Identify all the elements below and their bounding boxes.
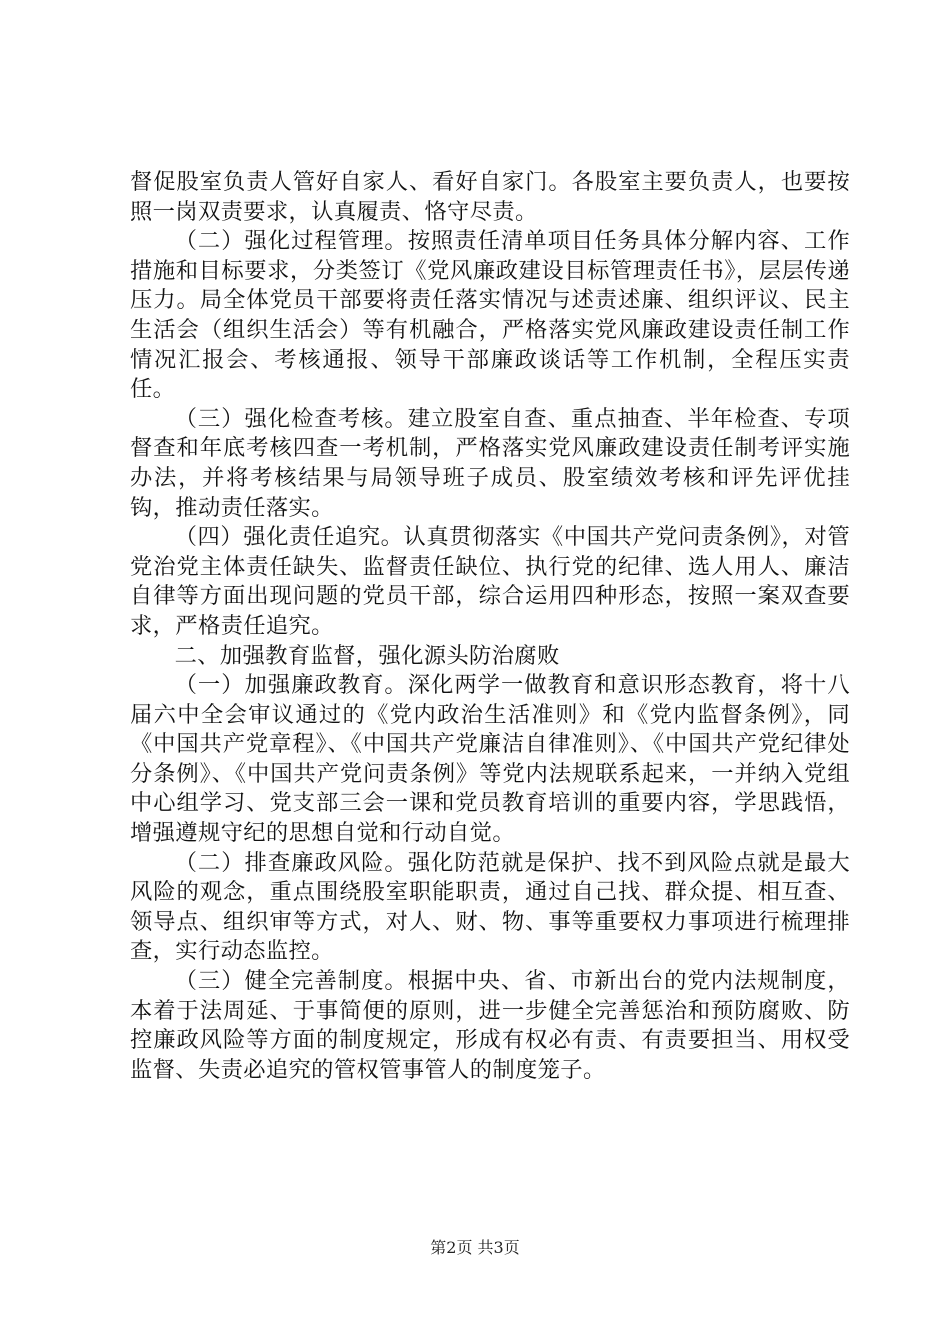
paragraph-3: （三）强化检查考核。建立股室自查、重点抽查、半年检查、专项督查和年底考核四查一考机制，严格落实党风廉政建设责任制考评实施办法，并将考核结果与局领导班子成员、股室绩效考核和评先评优挂钩，推动责任落实。 — [130, 405, 850, 521]
section-heading: 二、加强教育监督，强化源头防治腐败 — [174, 642, 560, 669]
paragraph-1: 督促股室负责人管好自家人、看好自家门。各股室主要负责人，也要按照一岗双责要求，认真履责、恪守尽责。 — [130, 169, 850, 225]
paragraph-4: （四）强化责任追究。认真贯彻落实《中国共产党问责条例》，对管党治党主体责任缺失、监督责任缺位、执行党的纪律、选人用人、廉洁自律等方面出现问题的党员干部，综合运用四种形态，按照一案双查要求，严格责任追究。 — [130, 524, 850, 639]
paragraph-7: （三）健全完善制度。根据中央、省、市新出台的党内法规制度，本着于法周延、于事简便的原则，进一步健全完善惩治和预防腐败、防控廉政风险等方面的制度规定，形成有权必有责、有责要担当、用权受监督、失责必追究的管权管事管人的制度笼子。 — [130, 968, 850, 1083]
paragraph-6: （二）排查廉政风险。强化防范就是保护、找不到风险点就是最大风险的观念，重点围绕股室职能职责，通过自己找、群众提、相互查、领导点、组织审等方式，对人、财、物、事等重要权力事项进行梳理排查，实行动态监控。 — [130, 849, 850, 965]
paragraph-2: （二）强化过程管理。按照责任清单项目任务具体分解内容、工作措施和目标要求，分类签订《党风廉政建设目标管理责任书》，层层传递压力。局全体党员干部要将责任落实情况与述责述廉、组织评议、民主生活会（组织生活会）等有机融合，严格落实党风廉政建设责任制工作情况汇报会、考核通报、领导干部廉政谈话等工作机制，全程压实责任。 — [130, 228, 850, 403]
document-body — [130, 168, 850, 1085]
paragraph-5: （一）加强廉政教育。深化两学一做教育和意识形态教育，将十八届六中全会审议通过的《党内政治生活准则》和《党内监督条例》，同《中国共产党章程》、《中国共产党廉洁自律准则》、《中国共产党纪律处分条例》、《中国共产党问责条例》等党内法规联系起来，一并纳入党组中心组学习、党支部三会一课和党员教育培训的重要内容，学思践悟，增强遵规守纪的思想自觉和行动自觉。 — [130, 672, 850, 847]
page-footer: 第2页 共3页 — [430, 1238, 520, 1257]
